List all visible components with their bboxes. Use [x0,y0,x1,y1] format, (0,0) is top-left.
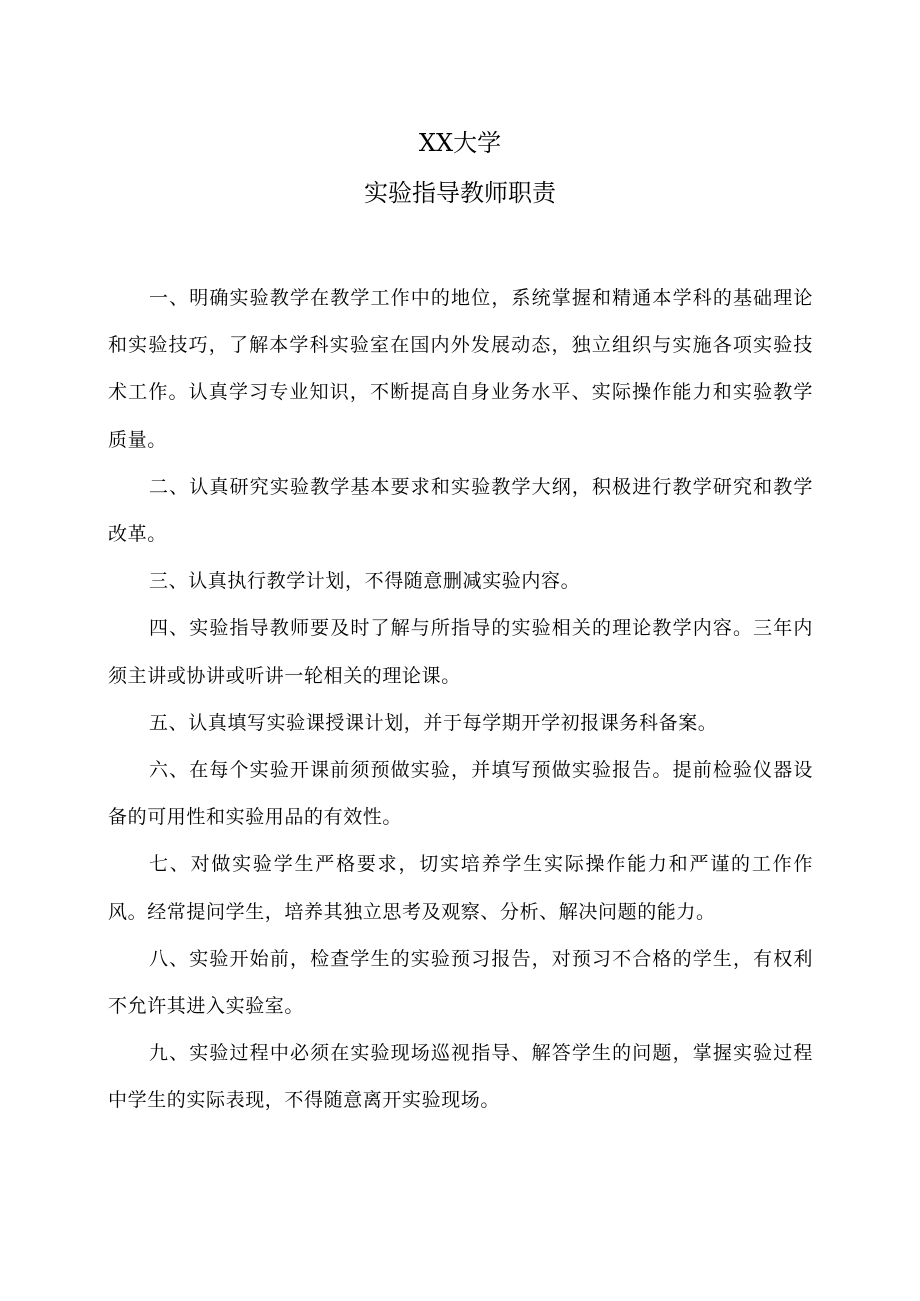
paragraph-5: 五、认真填写实验课授课计划，并于每学期开学初报课务科备案。 [149,711,718,734]
paragraph-9: 九、实验过程中必须在实验现场巡视指导、解答学生的问题，掌握实验过程中学生的实际表现，不得随意离开实验现场。 [108,1042,813,1112]
paragraph-6: 六、在每个实验开课前须预做实验，并填写预做实验报告。提前检验仪器设备的可用性和实验用品的有效性。 [108,759,813,829]
paragraph-1: 一、明确实验教学在教学工作中的地位，系统掌握和精通本学科的基础理论和实验技巧，了解本学科实验室在国内外发展动态，独立组织与实施各项实验技术工作。认真学习专业知识，不断提高自身业务水平、实际操作能力和实验教学质量。 [108,287,813,451]
paragraph-4: 四、实验指导教师要及时了解与所指导的实验相关的理论教学内容。三年内须主讲或协讲或听讲一轮相关的理论课。 [108,617,813,687]
paragraph-2: 二、认真研究实验教学基本要求和实验教学大纲，积极进行教学研究和教学改革。 [108,475,813,546]
document-subtitle: 实验指导教师职责 [364,179,556,207]
document-title: XX大学 [418,129,502,157]
paragraph-8: 八、实验开始前，检查学生的实验预习报告，对预习不合格的学生，有权利不允许其进入实验室。 [108,947,813,1018]
document-body [108,275,813,1125]
paragraph-7: 七、对做实验学生严格要求，切实培养学生实际操作能力和严谨的工作作风。经常提问学生，培养其独立思考及观察、分析、解决问题的能力。 [108,853,813,923]
paragraph-3: 三、认真执行教学计划，不得随意删减实验内容。 [149,570,581,593]
